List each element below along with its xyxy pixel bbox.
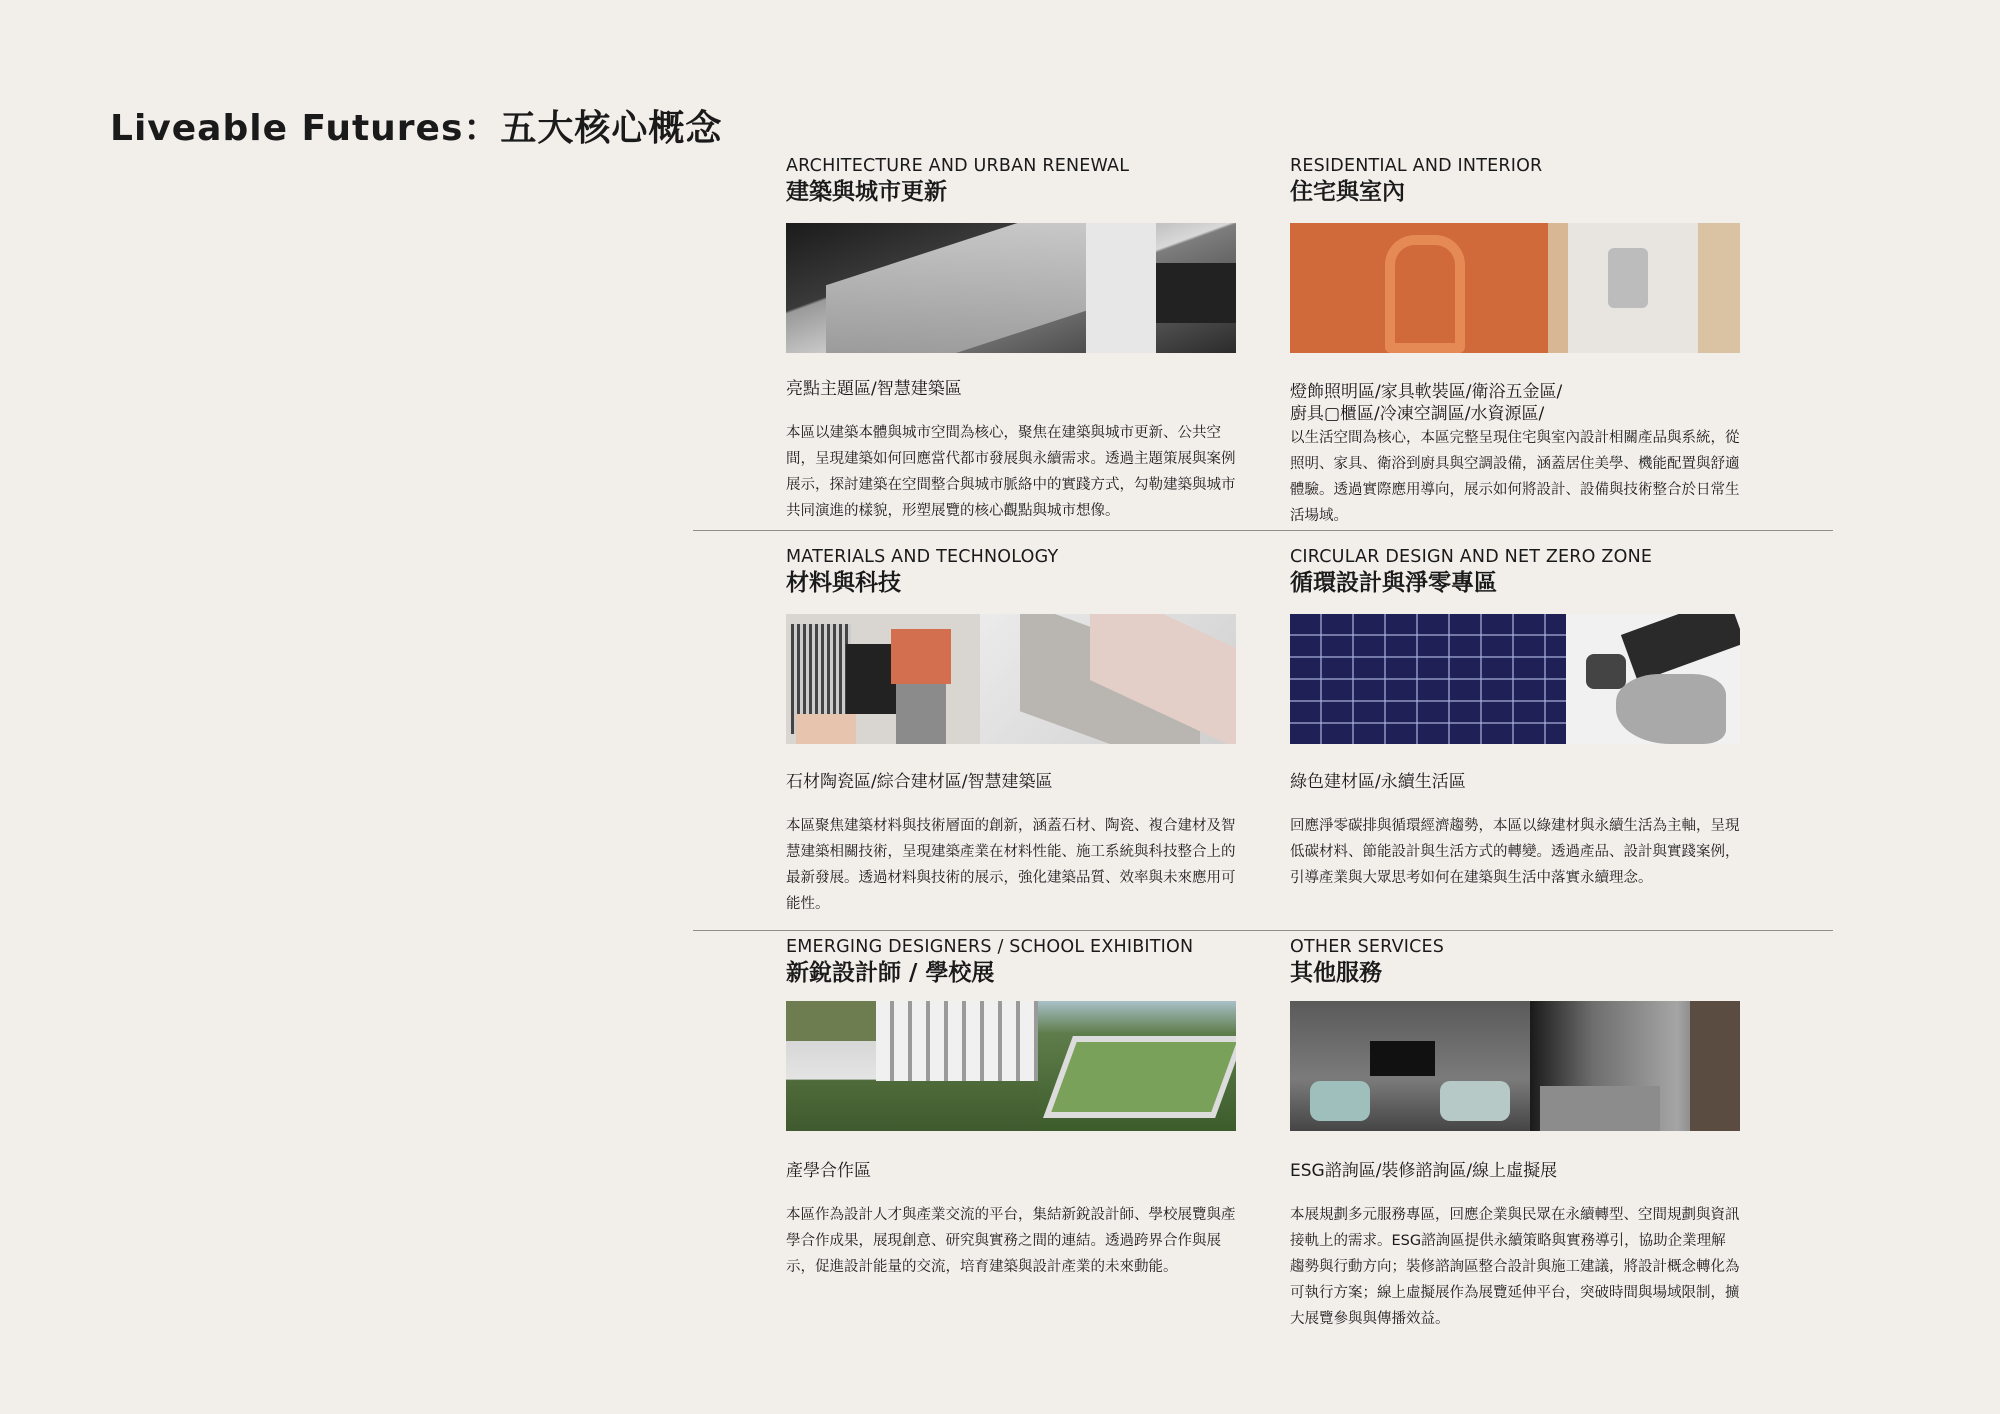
zone-subareas: 石材陶瓷區/綜合建材區/智慧建築區 (786, 772, 1053, 792)
zone-subareas: 產學合作區 (786, 1161, 871, 1181)
zone-emerging-designers (786, 936, 1236, 988)
zone-title-zh: 循環設計與淨零專區 (1290, 570, 1497, 596)
zone-title-en: MATERIALS AND TECHNOLOGY (786, 547, 1059, 567)
zone-residential-text (1290, 381, 1740, 529)
zone-title-zh: 其他服務 (1290, 960, 1382, 986)
zone-architecture (786, 155, 1236, 207)
zone-description: 以生活空間為核心，本區完整呈現住宅與室內設計相關產品與系統，從照明、家具、衛浴到廚具與空調設備，涵蓋居住美學、機能配置與舒適體驗。透過實際應用導向，展示如何將設計、設備與技術整合於日常生活場域。 (1290, 430, 1740, 524)
zone-title-zh: 材料與科技 (786, 570, 901, 596)
circular-photo (1290, 614, 1740, 744)
zone-title-zh: 新銳設計師 / 學校展 (786, 960, 995, 986)
zone-residential (1290, 155, 1740, 207)
architecture-photo (786, 223, 1236, 353)
zone-subareas: 燈飾照明區/家具軟裝區/衛浴五金區/ 廚具▢櫃區/冷凍空調區/水資源區/ (1290, 382, 1563, 424)
zone-title-en: ARCHITECTURE AND URBAN RENEWAL (786, 156, 1130, 176)
zone-subareas: ESG諮詢區/裝修諮詢區/線上虛擬展 (1290, 1161, 1558, 1181)
zone-materials (786, 546, 1236, 598)
zone-architecture-text (786, 378, 1236, 524)
zone-description: 本展規劃多元服務專區，回應企業與民眾在永續轉型、空間規劃與資訊接軌上的需求。ESG諮詢區提供永續策略與實務導引，協助企業理解趨勢與行動方向；裝修諮詢區整合設計與施工建議，將設計概念轉化為可執行方案；線上虛擬展作為展覽延伸平台，突破時間與場域限制，擴大展覽參與與傳播效益。 (1290, 1207, 1740, 1327)
zone-description: 本區聚焦建築材料與技術層面的創新，涵蓋石材、陶瓷、複合建材及智慧建築相關技術，呈現建築產業在材料性能、施工系統與科技整合上的最新發展。透過材料與技術的展示，強化建築品質、效率與未來應用可能性。 (786, 818, 1236, 912)
zone-title-zh: 住宅與室內 (1290, 179, 1405, 205)
zone-title-en: OTHER SERVICES (1290, 937, 1445, 957)
other-services-photo (1290, 1001, 1740, 1131)
zone-description: 本區以建築本體與城市空間為核心，聚焦在建築與城市更新、公共空間，呈現建築如何回應當代都市發展與永續需求。透過主題策展與案例展示，探討建築在空間整合與城市脈絡中的實踐方式，勾勒建築與城市共同演進的樣貌，形塑展覽的核心觀點與城市想像。 (786, 425, 1236, 519)
zone-description: 回應淨零碳排與循環經濟趨勢，本區以綠建材與永續生活為主軸，呈現低碳材料、節能設計與生活方式的轉變。透過產品、設計與實踐案例，引導產業與大眾思考如何在建築與生活中落實永續理念。 (1290, 818, 1740, 886)
zone-other-services-text (1290, 1160, 1740, 1332)
zone-title-zh: 建築與城市更新 (786, 179, 947, 205)
zone-title-en: RESIDENTIAL AND INTERIOR (1290, 156, 1543, 176)
zone-circular-text (1290, 771, 1740, 891)
materials-photo (786, 614, 1236, 744)
residential-photo (1290, 223, 1740, 353)
zone-title-en: EMERGING DESIGNERS / SCHOOL EXHIBITION (786, 937, 1194, 957)
zone-description: 本區作為設計人才與產業交流的平台，集結新銳設計師、學校展覽與產學合作成果，展現創意、研究與實務之間的連結。透過跨界合作與展示，促進設計能量的交流，培育建築與設計產業的未來動能。 (786, 1207, 1236, 1275)
row-divider-2 (693, 930, 1833, 931)
zone-circular (1290, 546, 1740, 598)
zone-subareas: 亮點主題區/智慧建築區 (786, 379, 962, 399)
zone-emerging-designers-text (786, 1160, 1236, 1280)
row-divider-1 (693, 530, 1833, 531)
zone-title-en: CIRCULAR DESIGN AND NET ZERO ZONE (1290, 547, 1653, 567)
zone-subareas: 綠色建材區/永續生活區 (1290, 772, 1466, 792)
zone-other-services (1290, 936, 1740, 988)
page-title: Liveable Futures：五大核心概念 (110, 108, 723, 149)
zone-materials-text (786, 771, 1236, 917)
emerging-designers-photo (786, 1001, 1236, 1131)
